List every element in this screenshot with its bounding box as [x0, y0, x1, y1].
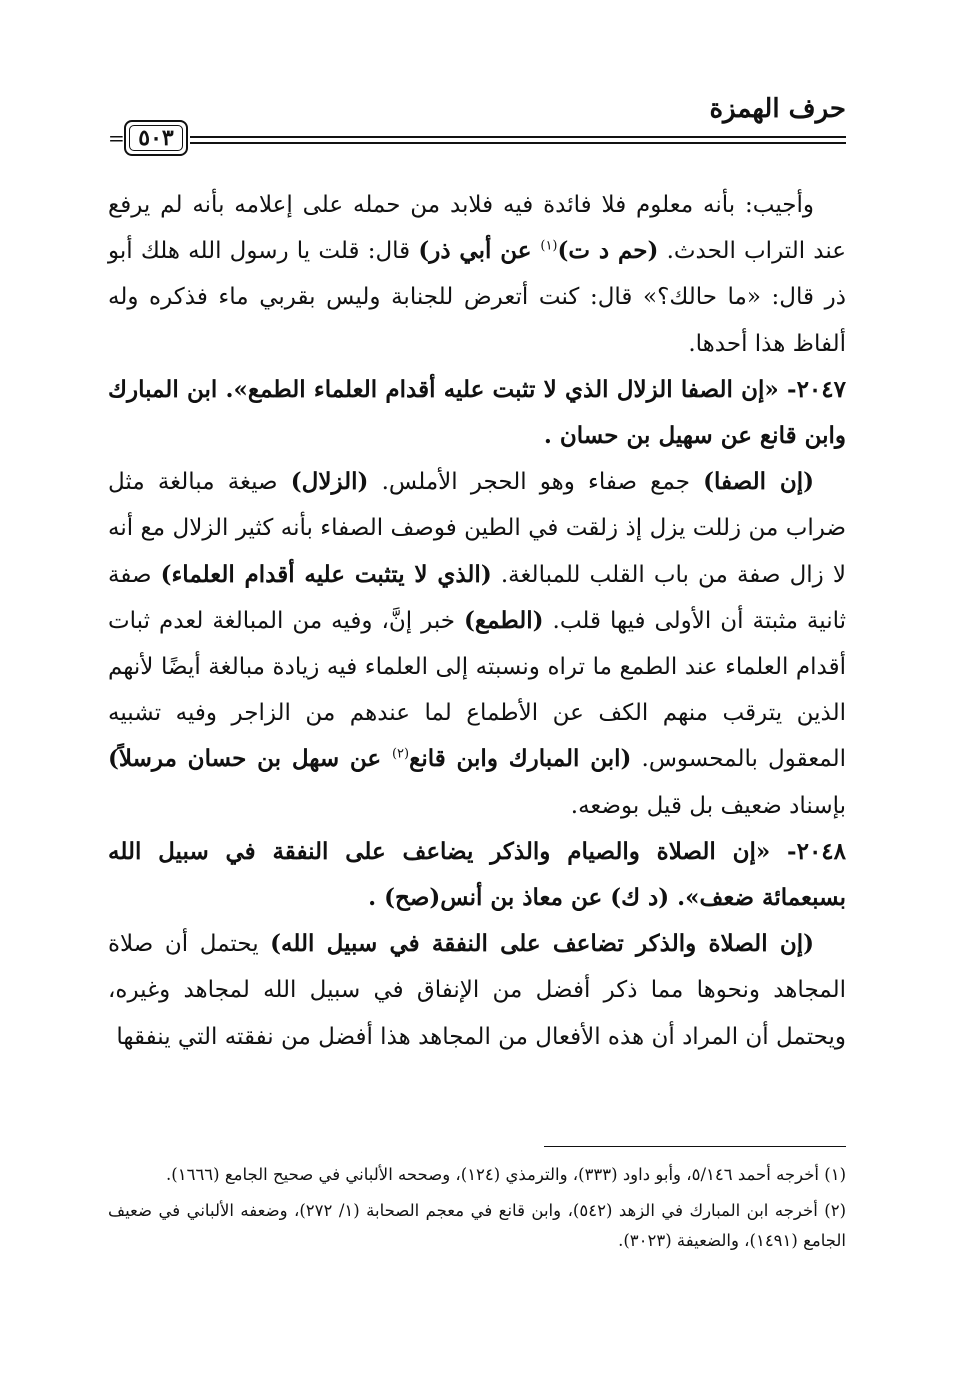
source-narrator: عن أبي ذر): [418, 237, 541, 265]
main-text: [108, 182, 846, 1060]
quoted-term: (إن الصلاة والذكر تضاعف على النفقة في سبيل الله): [270, 930, 815, 958]
chapter-title: حرف الهمزة: [709, 94, 846, 124]
footnote-marker-1: (١): [540, 238, 558, 254]
page-number: ٥٠٣: [138, 125, 174, 151]
quoted-term: (إن الصفا): [703, 468, 814, 496]
text-run: يحتمل أن صلاة المجاهد ونحوها مما ذكر أفضل من الإنفاق في سبيل الله لمجاهد وغيره، ويحتمل أن المراد أن هذه الأفعال من المجاهد هذا أفضل من نفقته التي ينفقها: [108, 931, 846, 1050]
paragraph-commentary-3: [108, 921, 846, 1060]
hadith-text: «إن الصفا الزلال الذي لا تثبت عليه أقدام العلماء الطمع». ابن المبارك وابن قانع عن سهيل بن حسان .: [108, 375, 846, 450]
text-run: جمع صفاء وهو الحجر الأملس.: [368, 469, 704, 496]
header-double-rule: [190, 136, 846, 144]
quoted-term: (الزلال): [290, 468, 369, 496]
quoted-term: (الطمع): [463, 606, 544, 634]
text-run: صيغة مبالغة مثل ضراب من زللت يزل إذ زلقت في الطين فوصف الصفاء بأنه كثير الزلال مع أنه لا زال صفة من باب القلب للمبالغة.: [108, 469, 847, 588]
text-run: خبر إنَّ، وفيه من المبالغة لعدم ثبات أقدام العلماء عند الطمع ما تراه ونسبته إلى العلماء فيه زيادة مبالغة أيضًا لأنهم الذين يترقب منهم الكف عن الأطماع لما عندهم من الزاجر وفيه تشبيه المعقول بالمحسوس.: [108, 607, 846, 773]
text-run: قال: قلت يا رسول الله هلك أبو ذر قال: «ما حالك؟» قال: كنت أتعرض للجنابة وليس بقربي ماء فذكره وله ألفاظ هذا أحدها.: [108, 238, 846, 357]
text-run: وأجيب: بأنه معلوم فلا فائدة فيه فلابد من حمله على إعلامه بأنه لم يرفع عند التراب الحدث.: [108, 192, 847, 265]
footnotes: [108, 1160, 846, 1262]
hadith-2048: [108, 829, 846, 921]
paragraph-commentary-2: [108, 459, 846, 829]
footnote-marker-2: (٢): [391, 746, 410, 762]
source-reference: (ابن المبارك وابن قانع: [409, 745, 632, 773]
hadith-text: «إن الصلاة والصيام والذكر يضاعف على النفقة في سبيل الله بسبعمائة ضعف». (د ك) عن معاذ بن أنس(صح) .: [108, 837, 846, 912]
quoted-term: (الذي لا يتثبت عليه أقدام العلماء): [160, 560, 492, 588]
footnote-separator: [544, 1146, 846, 1147]
source-narrator: عن سهل بن حسان مرسلاً): [108, 745, 392, 773]
text-run: صفة ثانية مثبتة أن الأولى فيها قلب.: [108, 561, 846, 634]
hadith-number: ٢٠٤٧-: [778, 375, 846, 403]
source-reference: (حم د ت): [557, 237, 659, 265]
page-number-frame: [124, 120, 188, 156]
paragraph-commentary-1: [108, 182, 846, 367]
header-end-mark: =: [108, 126, 125, 150]
footnote-1: (١) أخرجه أحمد ٥/١٤٦، وأبو داود (٣٣٣)، والترمذي (١٢٤)، وصححه الألباني في صحيح الجامع (١٦٦٦).: [166, 1165, 846, 1184]
hadith-2047: [108, 367, 846, 459]
hadith-number: ٢٠٤٨-: [770, 837, 847, 865]
text-run: بإسناد ضعيف بل قيل بوضعه.: [570, 792, 846, 819]
footnote-2: (٢) أخرجه ابن المبارك في الزهد (٥٤٢)، وابن قانع في معجم الصحابة (١/ ٢٧٢)، وضعفه الألباني في ضعيف الجامع (١٤٩١)، والضعيفة (٣٠٢٣).: [108, 1201, 846, 1250]
